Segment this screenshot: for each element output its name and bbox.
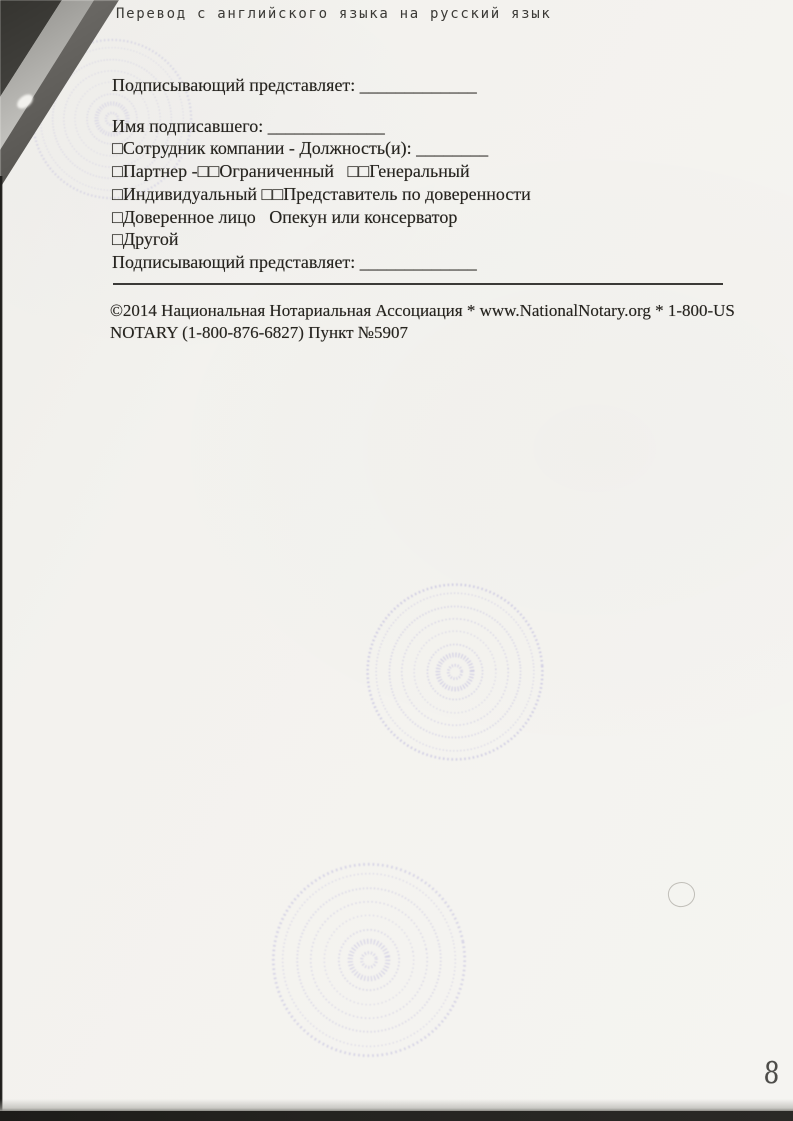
scan-left-edge-strip xyxy=(0,176,3,1111)
scan-bottom-edge-shadow xyxy=(0,1099,793,1111)
copyright-line-1: ©2014 Национальная Нотариальная Ассоциация * www.NationalNotary.org * 1-800-US xyxy=(110,300,735,320)
copyright-line-2: NOTARY (1-800-876-6827) Пункт №5907 xyxy=(110,323,409,343)
handwritten-page-number: 8 xyxy=(762,1055,781,1092)
option-other: □Другой xyxy=(112,229,179,250)
option-individual-attorney: □Индивидуальный □□Представитель по доверенности xyxy=(112,183,531,204)
notary-seal-watermark-bottom xyxy=(244,837,494,1082)
option-corporate-officer: □Сотрудник компании - Должность(и): ________ xyxy=(112,138,489,159)
field-signer-represents-bottom: Подписывающий представляет: _____________ xyxy=(112,251,477,272)
field-signer-represents-top: Подписывающий представляет: _____________ xyxy=(112,75,477,95)
form-text-block xyxy=(112,74,760,344)
translation-note: Перевод с английского языка на русский язык xyxy=(116,6,552,22)
scan-bottom-edge-band xyxy=(0,1111,793,1121)
faint-ink-ring-mark xyxy=(666,880,697,909)
field-signer-name: Имя подписавшего: _____________ xyxy=(112,115,385,136)
option-trustee-guardian: □Доверенное лицо Опекун или консерватор xyxy=(112,206,458,227)
notary-seal-watermark-middle xyxy=(354,570,557,775)
divider-line xyxy=(113,283,723,285)
option-partner: □Партнер -□□Ограниченный □□Генеральный xyxy=(112,161,470,182)
